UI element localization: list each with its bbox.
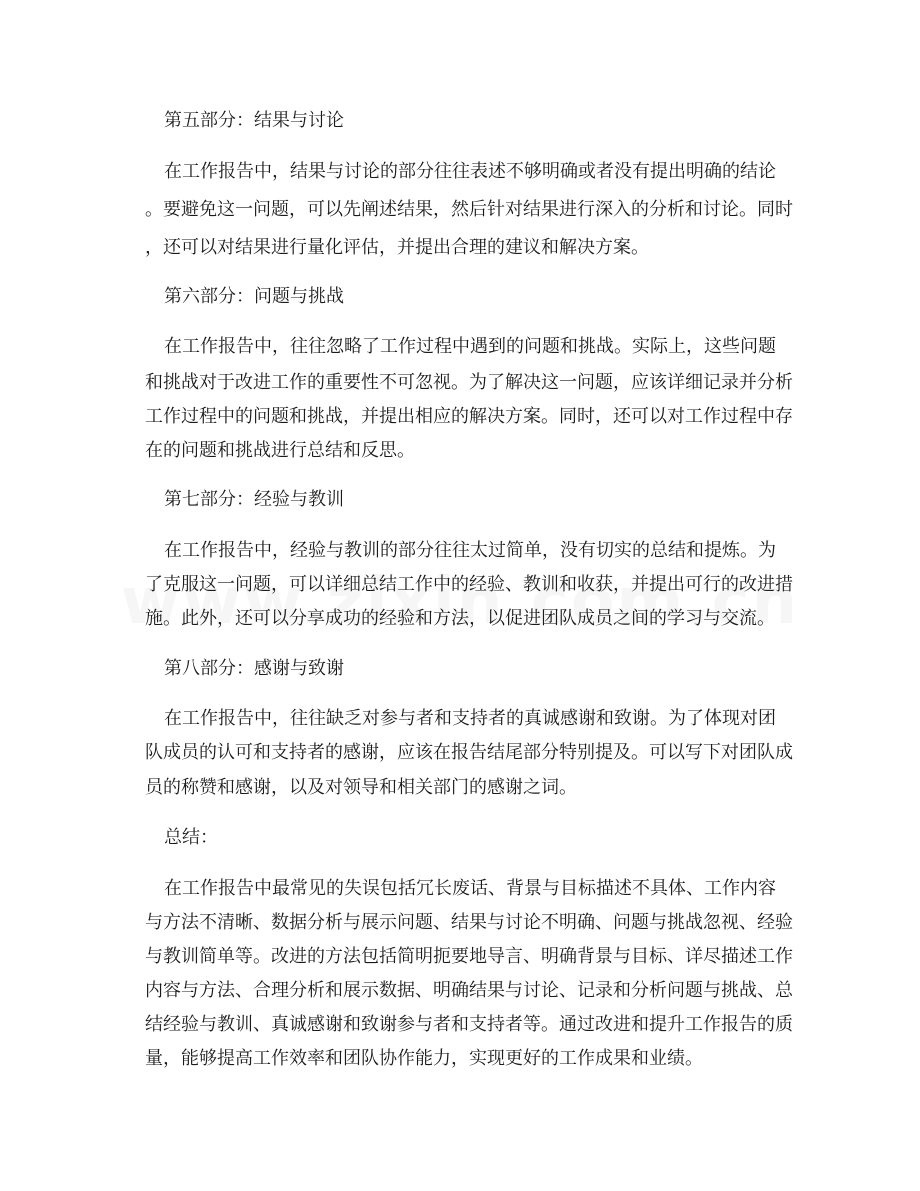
paragraph-line: 施。此外，还可以分享成功的经验和方法，以促进团队成员之间的学习与交流。 [145,608,775,629]
paragraph-line: 量，能够提高工作效率和团队协作能力，实现更好的工作成果和业绩。 [145,1048,703,1069]
paragraph-line: 在的问题和挑战进行总结和反思。 [145,440,415,461]
paragraph-line: 在工作报告中，经验与教训的部分往往太过简单，没有切实的总结和提炼。为 [164,540,776,561]
paragraph-line: 与方法不清晰、数据分析与展示问题、结果与讨论不明确、问题与挑战忽视、经验 [145,912,793,933]
paragraph-line: 结经验与教训、真诚感谢和致谢参与者和支持者等。通过改进和提升工作报告的质 [145,1014,793,1035]
section-heading: 第六部分：问题与挑战 [164,286,344,307]
paragraph-line: 了克服这一问题，可以详细总结工作中的经验、教训和收获，并提出可行的改进措 [145,574,793,595]
paragraph-line: 内容与方法、合理分析和展示数据、明确结果与讨论、记录和分析问题与挑战、总 [145,980,793,1001]
paragraph-line: 与教训简单等。改进的方法包括简明扼要地导言、明确背景与目标、详尽描述工作 [145,946,793,967]
section-heading: 总结： [164,827,218,848]
paragraph-line: 。要避免这一问题，可以先阐述结果，然后针对结果进行深入的分析和讨论。同时 [145,199,793,220]
paragraph-line: ，还可以对结果进行量化评估，并提出合理的建议和解决方案。 [145,237,649,258]
section-heading: 第五部分：结果与讨论 [164,110,344,131]
paragraph-line: 和挑战对于改进工作的重要性不可忽视。为了解决这一问题，应该详细记录并分析 [145,372,793,393]
paragraph-line: 在工作报告中，往往忽略了工作过程中遇到的问题和挑战。实际上，这些问题 [164,336,776,357]
section-heading: 第七部分：经验与教训 [164,489,344,510]
section-heading: 第八部分：感谢与致谢 [164,658,344,679]
paragraph-line: 队成员的认可和支持者的感谢，应该在报告结尾部分特别提及。可以写下对团队成 [145,742,793,763]
paragraph-line: 工作过程中的问题和挑战，并提出相应的解决方案。同时，还可以对工作过程中存 [145,406,793,427]
paragraph-line: 在工作报告中，往往缺乏对参与者和支持者的真诚感谢和致谢。为了体现对团 [164,708,776,729]
paragraph-line: 员的称赞和感谢，以及对领导和相关部门的感谢之词。 [145,777,577,798]
paragraph-line: 在工作报告中最常见的失误包括冗长废话、背景与目标描述不具体、工作内容 [164,878,776,899]
paragraph-line: 在工作报告中，结果与讨论的部分往往表述不够明确或者没有提出明确的结论 [164,161,776,182]
